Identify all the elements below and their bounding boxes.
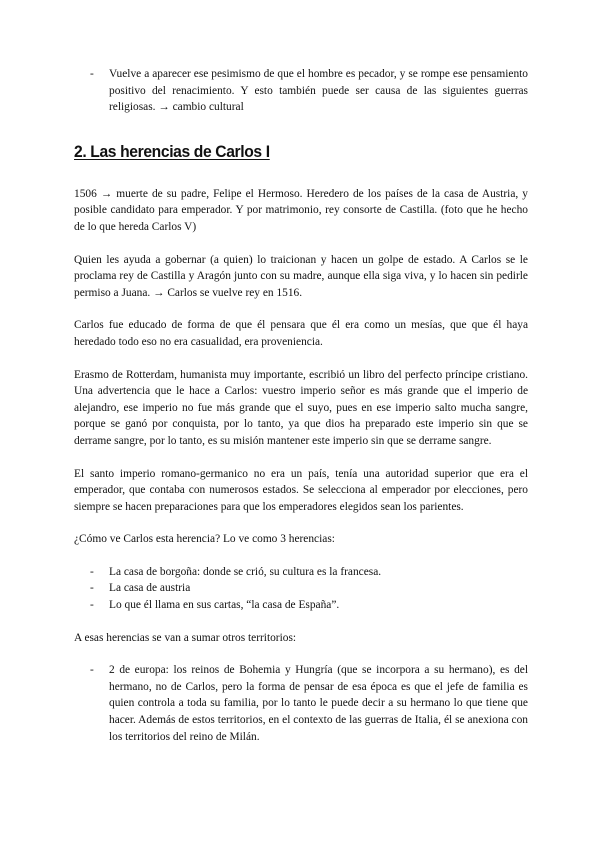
paragraph-educacion: Carlos fue educado de forma de que él pensara que él era como un mesías, que que él haya heredado todo eso no era casualidad, era proveniencia. <box>74 319 528 348</box>
list-item: - La casa de austria <box>74 580 528 597</box>
paragraph-territorios: A esas herencias se van a sumar otros territorios: <box>74 631 297 644</box>
paragraph-imperio: El santo imperio romano-germanico no era un país, tenía una autoridad superior que era el emperador, que contaba con numerosos estados. Se selecciona al emperador por elecciones, pero siempre se hacen preparaciones para que los emperadores elegidos sean los parientes. <box>74 467 528 513</box>
herencias-list <box>74 564 528 614</box>
paragraph-erasmo: Erasmo de Rotterdam, humanista muy importante, escribió un libro del perfecto príncipe cristiano. Una advertencia que le hace a Carlos: vuestro imperio señor es más grande que el imperio de alejandro, ese imperio no fue más grande que el suyo, pues en ese imperio salto mucha sangre, porque se ganó por conquista, por lo tanto, ya que dios ha preparado este imperio sin que se derrame sangre, por lo tanto, es su misión mantener este imperio sin que se derrame sangre. <box>74 368 528 447</box>
page-content <box>74 66 528 745</box>
intro-bullet-list <box>74 66 528 116</box>
list-item: - 2 de europa: los reinos de Bohemia y Hungría (que se incorpora a su hermano), es del hermano, no de Carlos, pero la forma de pensar de esa época es que el jefe de familia es quien controla a toda su familia, por lo tanto le puede decir a su hermano lo que tiene que hacer. Además de estos territorios, en el contexto de las guerras de Italia, él se anexiona con los territorios del reino de Milán. <box>74 662 528 745</box>
list-item: - Lo que él llama en sus cartas, “la casa de España”. <box>74 597 528 614</box>
section-title: 2. Las herencias de Carlos I <box>74 141 270 161</box>
territorios-list <box>74 662 528 745</box>
paragraph-pregunta: ¿Cómo ve Carlos esta herencia? Lo ve como 3 herencias: <box>74 533 335 546</box>
list-item: - Vuelve a aparecer ese pesimismo de que el hombre es pecador, y se rompe ese pensamiento positivo del renacimiento. Y esto también puede ser causa de las siguientes guerras religiosas. → cambio cultural <box>74 66 528 116</box>
paragraph-1506: 1506 → muerte de su padre, Felipe el Hermoso. Heredero de los países de la casa de Austria, y posible candidato para emperador. Y por matrimonio, rey consorte de Castilla. (foto que he hecho de lo que hereda Carlos V) <box>74 187 528 233</box>
paragraph-golpe: Quien les ayuda a gobernar (a quien) lo traicionan y hacen un golpe de estado. A Carlos se le proclama rey de Castilla y Aragón junto con su madre, aunque ella siga viva, y lo hacen sin pedirle permiso a Juana. → Carlos se vuelve rey en 1516. <box>74 253 528 299</box>
list-item: - La casa de borgoña: donde se crió, su cultura es la francesa. <box>74 564 528 581</box>
